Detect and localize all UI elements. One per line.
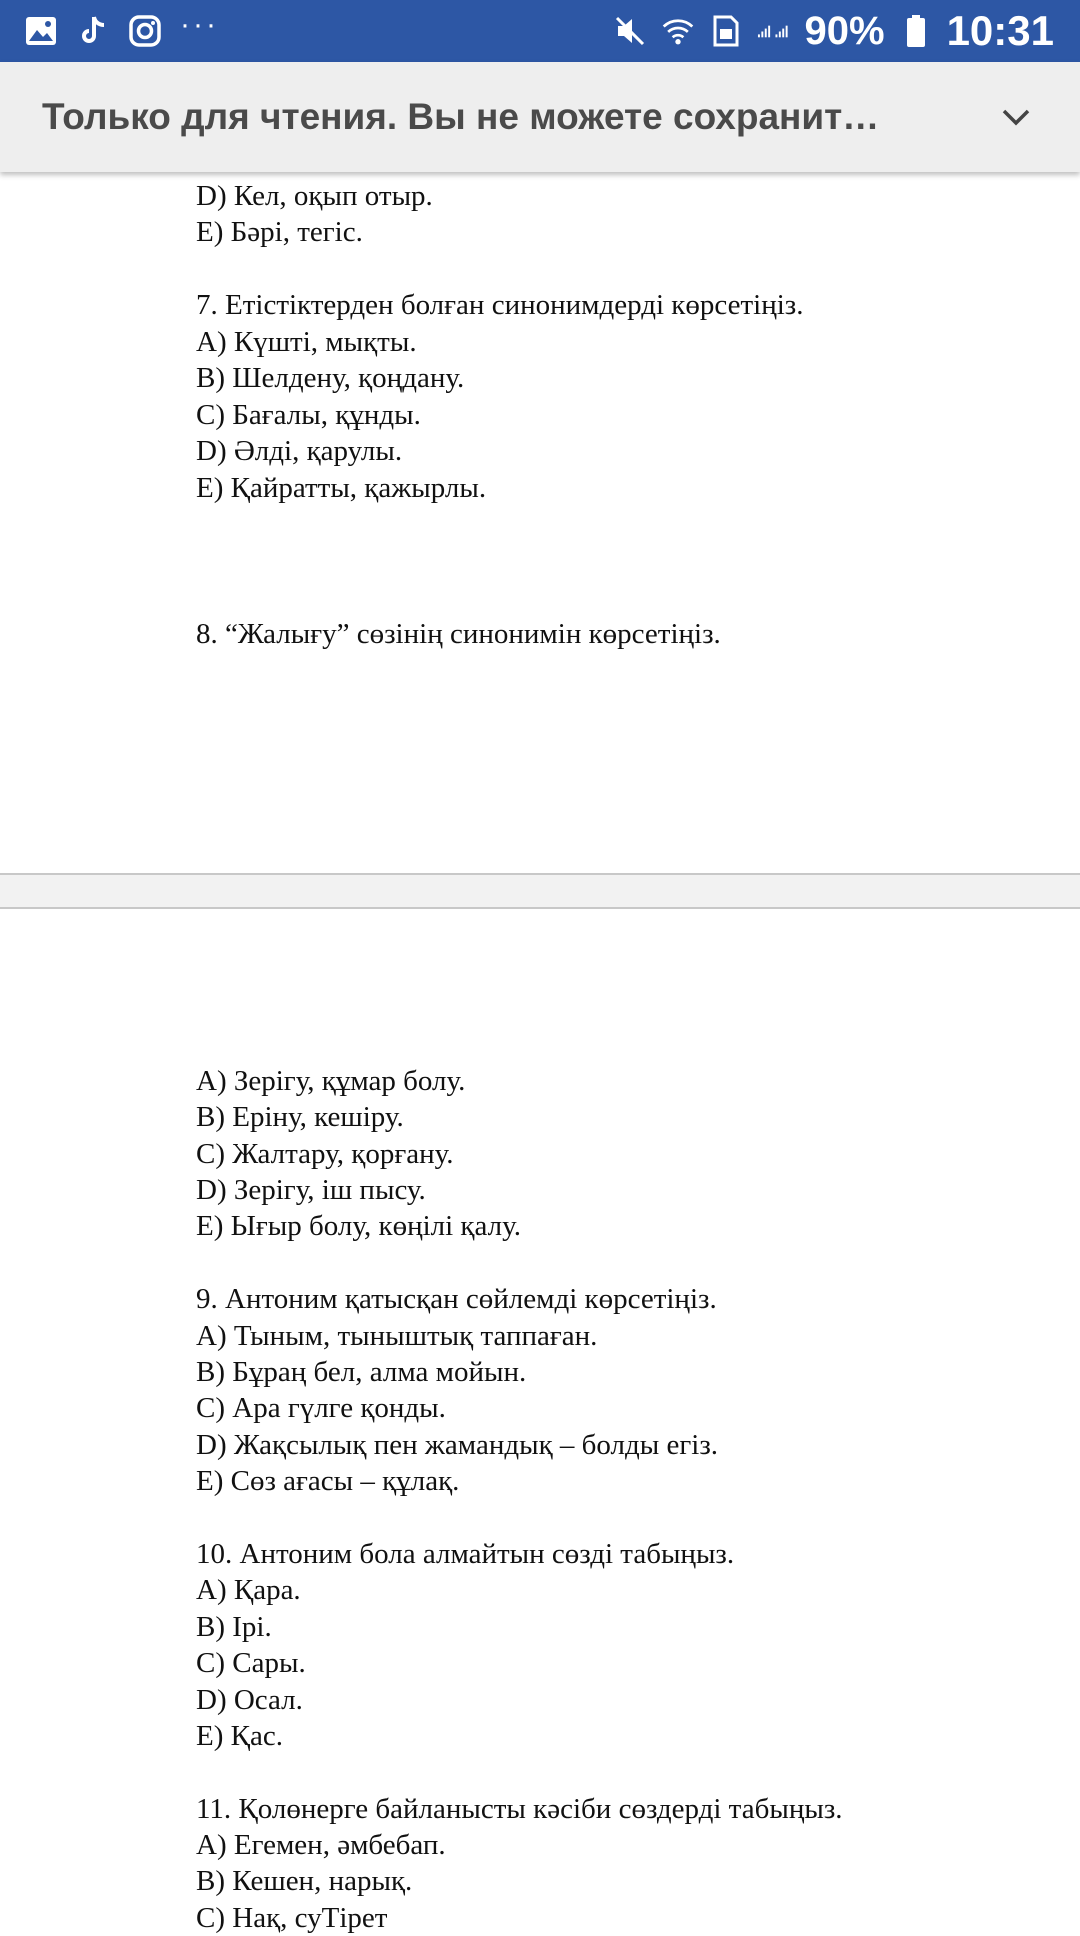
more-notifications-icon: ··· bbox=[180, 8, 219, 41]
instagram-icon bbox=[128, 14, 162, 48]
answer-line: B) Еріну, кешіру. bbox=[196, 1101, 404, 1133]
answer-line: C) Нақ, суТірет bbox=[196, 1902, 388, 1934]
answer-line: E) Қайратты, қажырлы. bbox=[196, 472, 487, 504]
clock: 10:31 bbox=[946, 7, 1054, 54]
answer-line: E) Бәрі, тегіс. bbox=[196, 216, 363, 248]
answer-line: A) Қара. bbox=[196, 1574, 301, 1606]
chevron-down-icon[interactable] bbox=[996, 97, 1036, 137]
tiktok-icon bbox=[76, 14, 110, 48]
answer-line: B) Бұраң бел, алма мойын. bbox=[196, 1356, 527, 1388]
answer-line: B) Ірі. bbox=[196, 1611, 272, 1643]
answer-line: A) Егемен, әмбебап. bbox=[196, 1829, 446, 1861]
answer-line: C) Жалтару, қорғану. bbox=[196, 1138, 454, 1170]
question-line: 11. Қолөнерге байланысты кәсіби сөздерді табыңыз. bbox=[196, 1793, 843, 1825]
status-bar bbox=[0, 0, 1080, 62]
question-line: 8. “Жалығу” сөзінің синонимін көрсетіңіз. bbox=[196, 618, 721, 650]
answer-line: E) Қас. bbox=[196, 1720, 283, 1752]
answer-line: E) Сөз ағасы – құлақ. bbox=[196, 1465, 460, 1497]
answer-line: A) Тыным, тыныштық таппаған. bbox=[196, 1320, 598, 1352]
read-only-message: Только для чтения. Вы не можете сохранит… bbox=[42, 96, 880, 137]
answer-line: C) Ара гүлге қонды. bbox=[196, 1392, 446, 1424]
question-line: 10. Антоним бола алмайтын сөзді табыңыз. bbox=[196, 1538, 735, 1570]
read-only-banner[interactable] bbox=[0, 62, 1080, 172]
signal-icon bbox=[757, 14, 791, 48]
answer-line: D) Әлді, қарулы. bbox=[196, 435, 403, 467]
question-line: 7. Етістіктерден болған синонимдерді көрсетіңіз. bbox=[196, 289, 804, 321]
answer-line: D) Жақсылық пен жамандық – болды егіз. bbox=[196, 1429, 719, 1461]
answer-line: B) Шелдену, қоңдану. bbox=[196, 362, 465, 394]
answer-line: D) Кел, оқып отыр. bbox=[196, 180, 433, 212]
answer-line: D) Осал. bbox=[196, 1684, 303, 1716]
answer-line: B) Кешен, нарық. bbox=[196, 1865, 413, 1897]
wifi-icon bbox=[661, 14, 695, 48]
battery-icon bbox=[899, 14, 933, 48]
mute-icon bbox=[613, 14, 647, 48]
battery-percent: 90% bbox=[804, 8, 885, 53]
question-line: 9. Антоним қатысқан сөйлемді көрсетіңіз. bbox=[196, 1283, 717, 1315]
answer-line: A) Зерігу, құмар болу. bbox=[196, 1065, 466, 1097]
answer-line: E) Ығыр болу, көңілі қалу. bbox=[196, 1210, 521, 1242]
answer-line: C) Сары. bbox=[196, 1647, 306, 1679]
answer-line: C) Бағалы, құнды. bbox=[196, 399, 421, 431]
page-separator bbox=[0, 873, 1080, 909]
answer-line: A) Күшті, мықты. bbox=[196, 326, 417, 358]
answer-line: D) Зерігу, іш пысу. bbox=[196, 1174, 426, 1206]
gallery-icon bbox=[24, 14, 58, 48]
sim-card-icon bbox=[709, 14, 743, 48]
